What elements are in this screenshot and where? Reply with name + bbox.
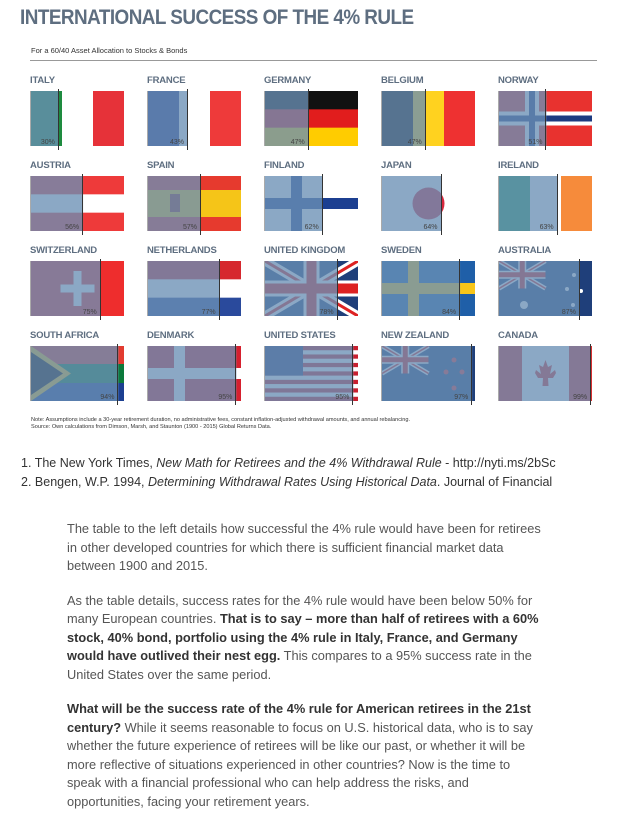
source-line: Source: Own calculations from Dimson, Marsh, and Staunton (1900 - 2015) Global Returns Data. (31, 424, 272, 430)
failure-overlay (31, 346, 118, 401)
reference-1: 1. The New York Times, New Math for Retirees and the 4% Withdrawal Rule - http://nyti.ms/2bSc (21, 456, 556, 470)
success-marker (545, 89, 546, 150)
failure-overlay (382, 91, 426, 146)
country-cell-germany (264, 75, 357, 157)
country-label: SWEDEN (381, 245, 422, 256)
country-cell-united-states (264, 330, 357, 412)
chart-title: INTERNATIONAL SUCCESS OF THE 4% RULE (20, 6, 414, 29)
failure-overlay (148, 176, 201, 231)
flag-belgium (381, 91, 475, 146)
success-rate-label: 64% (423, 224, 438, 231)
success-rate-label: 84% (442, 309, 457, 316)
country-cell-united-kingdom (264, 245, 357, 327)
flag-canada (498, 346, 592, 401)
success-rate-label: 47% (290, 139, 305, 146)
country-cell-ireland (498, 160, 591, 242)
success-marker (590, 344, 591, 405)
success-rate-label: 56% (65, 224, 80, 231)
flag-netherlands (147, 261, 241, 316)
country-label: SOUTH AFRICA (30, 330, 100, 341)
success-rate-label: 47% (407, 139, 422, 146)
country-cell-spain (147, 160, 240, 242)
success-rate-label: 63% (539, 224, 554, 231)
country-label: NETHERLANDS (147, 245, 217, 256)
country-cell-canada (498, 330, 591, 412)
country-label: SWITZERLAND (30, 245, 97, 256)
success-marker (308, 89, 309, 150)
paragraph-1: The table to the left details how successful the 4% rule would have been for retirees in other developed countries for which there is sufficient financial market data between 1900 and 2015. (67, 521, 541, 573)
failure-overlay (31, 261, 101, 316)
country-cell-new-zealand (381, 330, 474, 412)
success-marker (425, 89, 426, 150)
country-label: UNITED KINGDOM (264, 245, 346, 256)
country-cell-france (147, 75, 240, 157)
flag-finland (264, 176, 358, 231)
failure-overlay (31, 91, 59, 146)
failure-overlay (382, 261, 460, 316)
country-cell-switzerland (30, 245, 123, 327)
flag-denmark (147, 346, 241, 401)
note-line: Note: Assumptions include a 30-year retirement duration, no administrative fees, constant inflation-adjusted withdrawal amounts, and annual rebalancing. (31, 417, 411, 423)
flag-italy (30, 91, 124, 146)
country-label: AUSTRIA (30, 160, 71, 171)
flag-switzerland (30, 261, 124, 316)
chart-notes (31, 417, 410, 431)
country-cell-south-africa (30, 330, 123, 412)
flag-united-kingdom (264, 261, 358, 316)
failure-overlay (382, 176, 442, 231)
article-body (67, 520, 547, 827)
country-label: BELGIUM (381, 75, 424, 86)
flag-grid (30, 75, 600, 405)
success-rate-label: 99% (573, 394, 588, 401)
flag-japan (381, 176, 475, 231)
country-cell-belgium (381, 75, 474, 157)
failure-overlay (148, 91, 188, 146)
success-marker (337, 259, 338, 320)
success-marker (471, 344, 472, 405)
country-label: IRELAND (498, 160, 539, 171)
country-label: JAPAN (381, 160, 412, 171)
success-rate-label: 57% (183, 224, 198, 231)
country-label: ITALY (30, 75, 55, 86)
country-cell-sweden (381, 245, 474, 327)
country-cell-austria (30, 160, 123, 242)
success-rate-label: 95% (218, 394, 233, 401)
success-rate-label: 62% (304, 224, 319, 231)
failure-overlay (265, 91, 309, 146)
success-rate-label: 30% (40, 139, 55, 146)
success-marker (219, 259, 220, 320)
country-label: DENMARK (147, 330, 195, 341)
flag-new-zealand (381, 346, 475, 401)
paragraph-3: What will be the success rate of the 4% rule for American retirees in the 21st century? While it seems reasonable to focus on U.S. historical data, who is to say whether the future experience of retirees will be like our past, or whether it will be more reflective of situations experienced in other countries? Now is the time to speak with a financial professional who can help address the risks, and opportunities, facing your retirement years. (67, 701, 533, 809)
flag-united-states (264, 346, 358, 401)
success-rate-label: 77% (201, 309, 216, 316)
success-marker (557, 174, 558, 235)
title-divider (30, 60, 597, 61)
country-label: NORWAY (498, 75, 539, 86)
country-cell-netherlands (147, 245, 240, 327)
flag-ireland (498, 176, 592, 231)
success-marker (459, 259, 460, 320)
success-rate-label: 87% (561, 309, 576, 316)
country-label: UNITED STATES (264, 330, 336, 341)
country-label: NEW ZEALAND (381, 330, 449, 341)
success-rate-label: 51% (528, 139, 543, 146)
flag-spain (147, 176, 241, 231)
failure-overlay (265, 261, 338, 316)
country-label: SPAIN (147, 160, 175, 171)
failure-overlay (499, 176, 558, 231)
flag-sweden (381, 261, 475, 316)
reference-2: 2. Bengen, W.P. 1994, Determining Withdrawal Rates Using Historical Data. Journal of Financial (21, 475, 553, 489)
success-marker (117, 344, 118, 405)
flag-south-africa (30, 346, 124, 401)
success-rate-label: 43% (169, 139, 184, 146)
country-label: CANADA (498, 330, 538, 341)
success-marker (187, 89, 188, 150)
failure-overlay (148, 261, 220, 316)
success-marker (322, 174, 323, 235)
paragraph-2: As the table details, success rates for the 4% rule would have been below 50% for many European countries. That is to say – more than half of retirees with a 60% stock, 40% bond, portfolio using the 4% rule in Italy, France, and Germany would have outlived their nest egg. This compares to a 95% success rate in the United States over the same period. (67, 592, 539, 682)
failure-overlay (382, 346, 472, 401)
flag-austria (30, 176, 124, 231)
success-marker (100, 259, 101, 320)
success-marker (200, 174, 201, 235)
failure-overlay (31, 176, 83, 231)
success-rate-label: 78% (319, 309, 334, 316)
country-cell-norway (498, 75, 591, 157)
success-marker (58, 89, 59, 150)
failure-overlay (499, 91, 546, 146)
country-cell-denmark (147, 330, 240, 412)
failure-overlay (499, 346, 591, 401)
chart-subtitle: For a 60/40 Asset Allocation to Stocks & Bonds (31, 46, 188, 55)
failure-overlay (265, 176, 323, 231)
failure-overlay (499, 261, 580, 316)
country-cell-finland (264, 160, 357, 242)
country-cell-italy (30, 75, 123, 157)
country-label: FRANCE (147, 75, 186, 86)
success-rate-label: 75% (82, 309, 97, 316)
country-cell-japan (381, 160, 474, 242)
success-marker (82, 174, 83, 235)
success-rate-label: 95% (335, 394, 350, 401)
failure-overlay (265, 346, 353, 401)
success-marker (441, 174, 442, 235)
references (21, 454, 556, 492)
success-marker (352, 344, 353, 405)
success-marker (579, 259, 580, 320)
country-label: FINLAND (264, 160, 305, 171)
country-label: AUSTRALIA (498, 245, 552, 256)
country-cell-australia (498, 245, 591, 327)
flag-france (147, 91, 241, 146)
success-rate-label: 97% (454, 394, 469, 401)
country-label: GERMANY (264, 75, 312, 86)
success-rate-label: 94% (100, 394, 115, 401)
success-marker (235, 344, 236, 405)
flag-australia (498, 261, 592, 316)
flag-germany (264, 91, 358, 146)
failure-overlay (148, 346, 236, 401)
